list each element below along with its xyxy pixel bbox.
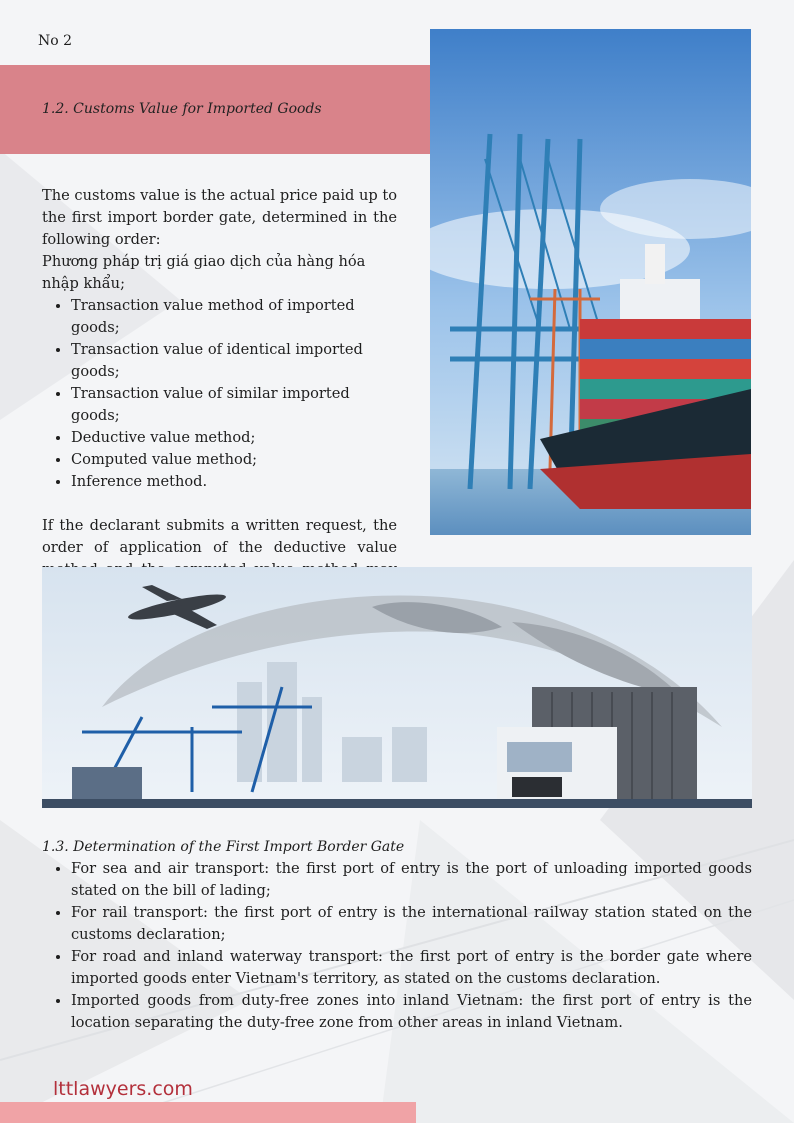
vietnamese-note: Phương pháp trị giá giao dịch của hàng hóa nhập khẩu; <box>42 253 366 292</box>
list-item: • Computed value method; <box>71 449 397 471</box>
closing-paragraph: If the declarant submits a written request, the order of application of the deductive value <box>42 517 397 556</box>
section-heading: 1.3. Determination of the First Import Border Gate <box>42 839 405 855</box>
section-heading-band <box>0 65 430 154</box>
list-item: • Inference method. <box>71 471 397 493</box>
list-item: • Transaction value of identical imported goods; <box>71 339 397 383</box>
list-item: • Transaction value method of imported goods; <box>71 295 397 339</box>
list-item: • For rail transport: the first port of entry is the international railway station stated on the customs declaration; <box>71 902 752 946</box>
container-ship-photo <box>430 29 751 535</box>
intro-paragraph: The customs value is the actual price paid up to the first import border gate, determined in the following order: <box>42 187 398 248</box>
list-item: • Transaction value of similar imported goods; <box>71 383 397 427</box>
first-import-gate-section <box>42 836 752 1034</box>
gate-list <box>42 858 752 1034</box>
page-number: No 2 <box>38 33 73 49</box>
list-item: • For road and inland waterway transport: the first port of entry is the border gate where imported goods enter Vietnam's territory, as stated on the customs declaration. <box>71 946 752 990</box>
customs-value-text <box>42 185 397 603</box>
list-item: • Imported goods from duty-free zones into inland Vietnam: the first port of entry is the location separating the duty-free zone from other areas in inland Vietnam. <box>71 990 752 1034</box>
methods-list <box>42 295 397 493</box>
section-heading: 1.2. Customs Value for Imported Goods <box>42 101 322 117</box>
footer-bar <box>0 1102 416 1123</box>
website-link[interactable]: lttlawyers.com <box>53 1078 193 1100</box>
list-item: • Deductive value method; <box>71 427 397 449</box>
global-logistics-photo <box>42 567 752 808</box>
list-item: • For sea and air transport: the first port of entry is the port of unloading imported goods stated on the bill of lading; <box>71 858 752 902</box>
